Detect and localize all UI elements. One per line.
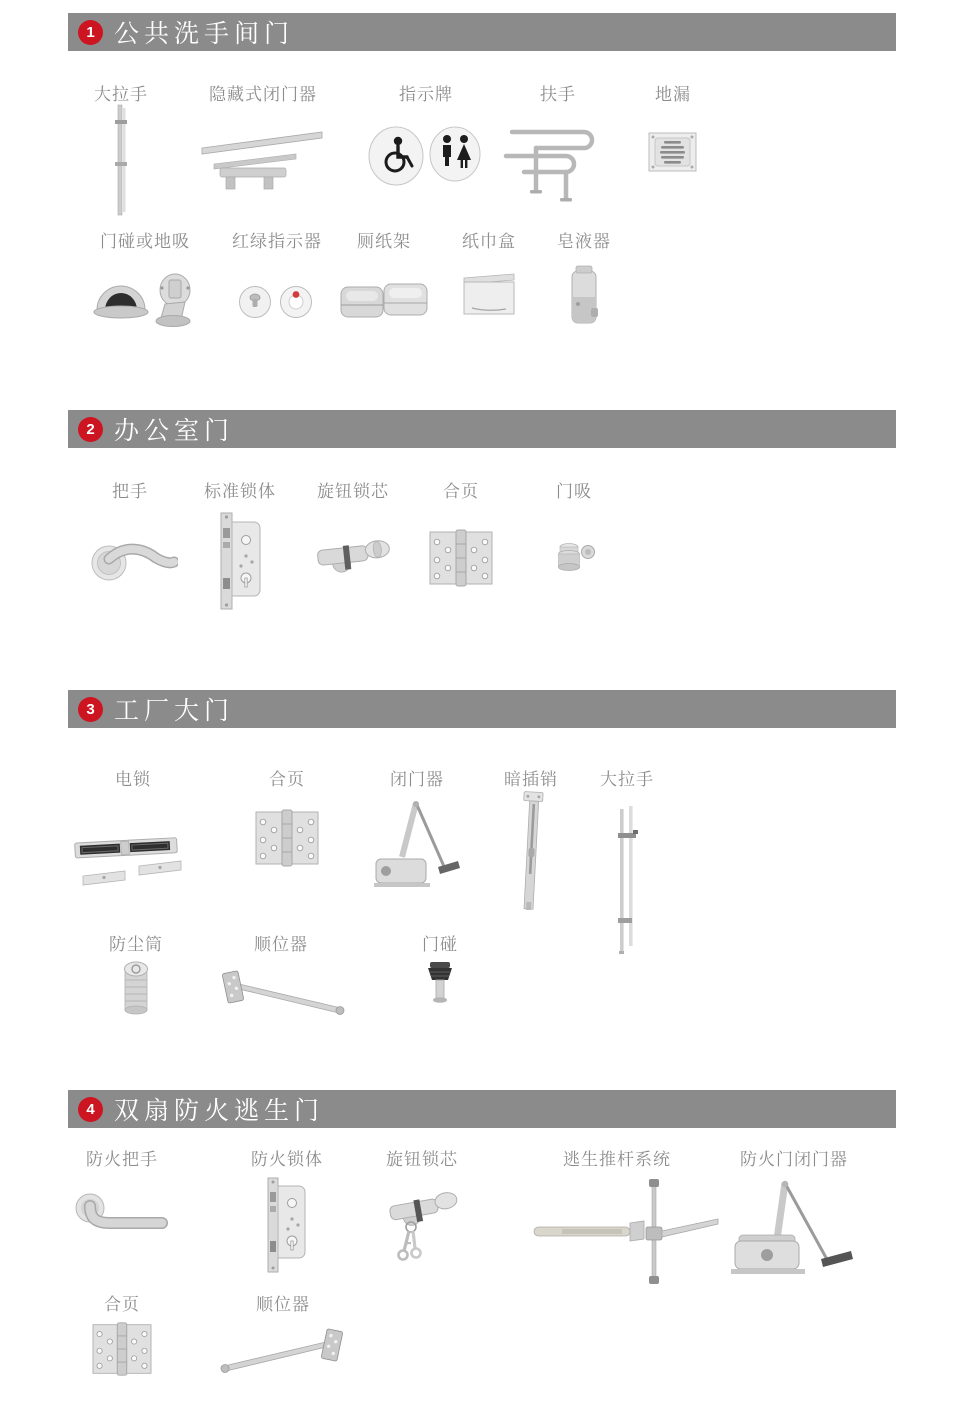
product-item	[572, 769, 682, 954]
product-item	[85, 231, 205, 332]
product-item	[329, 231, 439, 325]
section-header-fire-escape-door	[68, 1090, 896, 1128]
product-label: 电锁	[115, 770, 151, 789]
grab-bars-image	[498, 120, 618, 202]
standard-mortise-lock-image	[185, 512, 295, 610]
door-coordinator-image	[208, 1326, 358, 1376]
product-label: 门吸	[556, 482, 592, 501]
product-item	[193, 84, 333, 196]
door-stop-floor-magnet-image	[85, 262, 205, 332]
product-label: 合页	[269, 770, 305, 789]
fire-lever-handle-image	[62, 1190, 182, 1240]
dust-proof-socket-image	[81, 960, 191, 1020]
product-item	[68, 769, 198, 892]
section-number: 2	[86, 420, 95, 438]
product-label: 扶手	[540, 85, 576, 104]
hinge-image	[67, 1320, 177, 1378]
product-item	[623, 84, 723, 176]
product-label: 逃生推杆系统	[563, 1150, 671, 1169]
product-label: 合页	[104, 1295, 140, 1314]
product-label: 标准锁体	[204, 482, 276, 501]
product-item	[81, 934, 191, 1020]
red-green-indicator-lock-image	[217, 283, 337, 321]
lever-handle-image	[75, 533, 185, 589]
hinge-image	[232, 806, 342, 870]
product-label: 指示牌	[399, 85, 453, 104]
product-item	[362, 769, 472, 899]
fire-door-closer-image	[719, 1177, 869, 1289]
product-label: 防火把手	[86, 1150, 158, 1169]
concealed-flush-bolt-image	[476, 790, 586, 915]
product-label: 把手	[112, 482, 148, 501]
section-number-badge	[78, 1097, 103, 1122]
long-pull-handle-image	[66, 104, 176, 216]
product-label: 旋钮锁芯	[386, 1150, 458, 1169]
product-item	[498, 84, 618, 202]
product-item	[406, 481, 516, 589]
product-item	[361, 84, 491, 196]
product-label: 红绿指示器	[232, 232, 322, 251]
panic-exit-bar-system-image	[532, 1177, 702, 1287]
section-number: 3	[86, 700, 95, 718]
product-label: 门碰或地吸	[100, 232, 190, 251]
product-label: 防火锁体	[251, 1150, 323, 1169]
product-item	[476, 769, 586, 915]
soap-dispenser-image	[529, 264, 639, 328]
section-header-office-door	[68, 410, 896, 448]
door-coordinator-image	[206, 968, 356, 1018]
product-item	[529, 231, 639, 328]
product-item	[66, 84, 176, 216]
product-label: 隐藏式闭门器	[209, 85, 317, 104]
thumbturn-cylinder-image	[298, 535, 408, 579]
product-label: 合页	[443, 482, 479, 501]
concealed-door-closer-image	[193, 126, 333, 196]
product-item	[385, 934, 495, 1008]
section-number: 4	[86, 1100, 95, 1118]
hinge-image	[406, 527, 516, 589]
section-header-factory-gate	[68, 690, 896, 728]
magnetic-lock-image	[68, 820, 198, 892]
section-title: 办公室门	[114, 417, 235, 445]
product-label: 顺位器	[254, 935, 308, 954]
section-number-badge	[78, 20, 103, 45]
toilet-paper-holder-image	[329, 277, 439, 325]
section-header-restroom-door	[68, 13, 896, 51]
door-catch-image	[519, 539, 629, 579]
product-label: 顺位器	[256, 1295, 310, 1314]
product-item	[719, 1149, 869, 1289]
product-label: 闭门器	[390, 770, 444, 789]
door-stop-knob-image	[385, 960, 495, 1008]
product-label: 地漏	[655, 85, 691, 104]
product-label: 大拉手	[600, 770, 654, 789]
door-closer-image	[362, 797, 472, 899]
product-label: 厕纸架	[357, 232, 411, 251]
section-title: 工厂大门	[114, 697, 235, 725]
product-item	[227, 1149, 347, 1273]
fire-mortise-lock-image	[227, 1177, 347, 1273]
section-number-badge	[78, 697, 103, 722]
product-label: 门碰	[422, 935, 458, 954]
product-label: 防尘筒	[109, 935, 163, 954]
product-item	[208, 1294, 358, 1376]
product-label: 防火门闭门器	[740, 1150, 848, 1169]
product-item	[532, 1149, 702, 1287]
product-label: 大拉手	[94, 85, 148, 104]
restroom-sign-plates-image	[361, 116, 491, 196]
product-item	[75, 481, 185, 589]
product-item	[298, 481, 408, 579]
section-title: 双扇防火逃生门	[114, 1097, 325, 1125]
product-label: 旋钮锁芯	[317, 482, 389, 501]
section-number: 1	[86, 23, 95, 41]
product-item	[519, 481, 629, 579]
product-label: 纸巾盒	[462, 232, 516, 251]
product-item	[434, 231, 544, 320]
section-title: 公共洗手间门	[114, 20, 295, 48]
product-label: 暗插销	[504, 770, 558, 789]
product-item	[206, 934, 356, 1018]
product-label: 皂液器	[557, 232, 611, 251]
product-item	[185, 481, 295, 610]
cylinder-with-keys-image	[362, 1185, 482, 1271]
product-item	[67, 1294, 177, 1378]
product-item	[217, 231, 337, 321]
tall-pull-handle-image	[572, 806, 682, 954]
paper-towel-box-image	[434, 270, 544, 320]
product-item	[362, 1149, 482, 1271]
floor-drain-image	[623, 126, 723, 176]
section-number-badge	[78, 417, 103, 442]
product-item	[62, 1149, 182, 1240]
product-item	[232, 769, 342, 870]
